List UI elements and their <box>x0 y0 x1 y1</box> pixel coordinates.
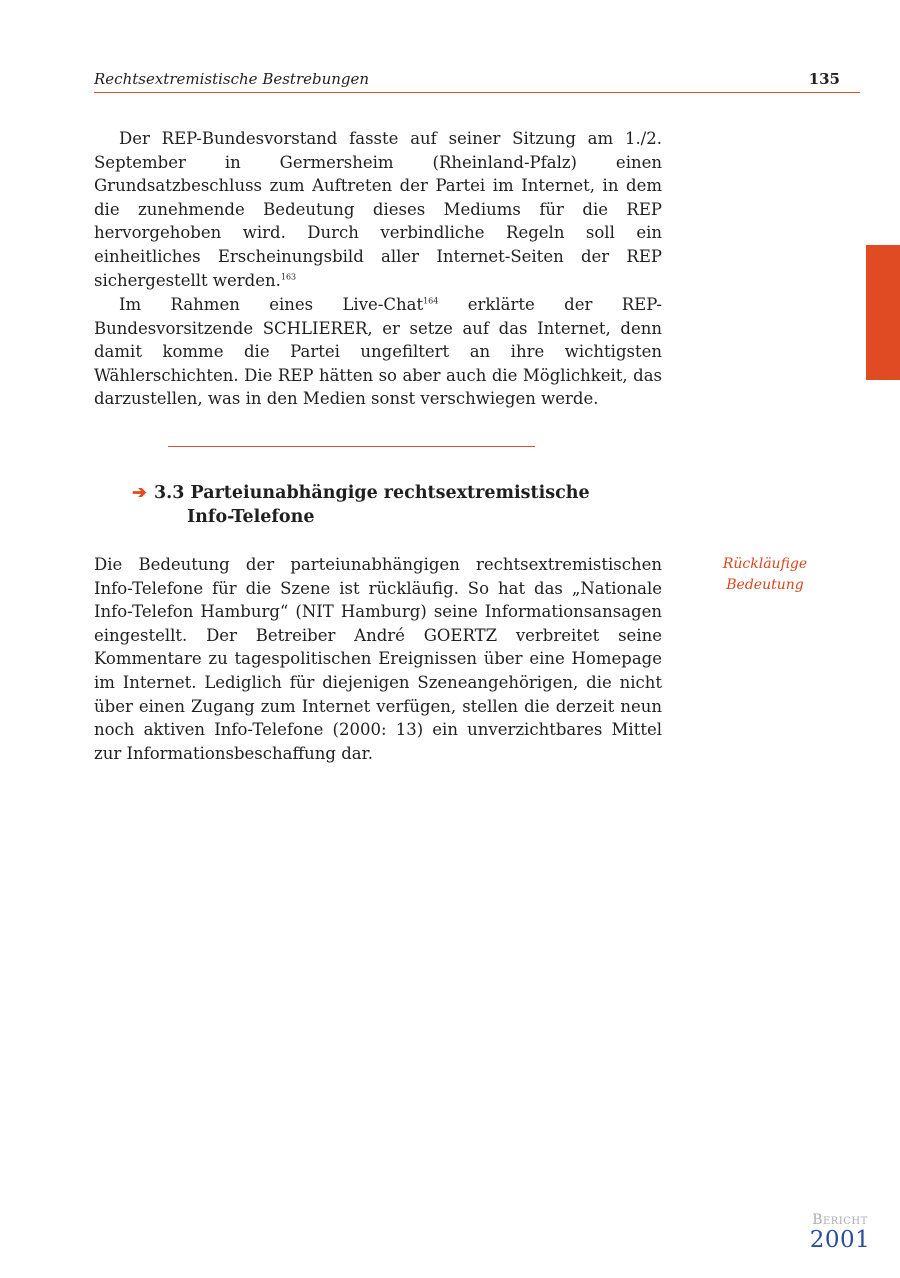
paragraph-live-chat <box>94 293 662 411</box>
footnote-ref-163[interactable]: 163 <box>280 272 297 282</box>
report-logo <box>800 1213 880 1253</box>
margin-note-line-2: Bedeutung <box>726 577 804 593</box>
heading-line-1 <box>132 482 652 506</box>
heading-line-2: Info-Telefone <box>187 506 315 527</box>
margin-note-line-1: Rückläufige <box>722 556 808 572</box>
paragraph-text: Der REP-Bundesvorstand fasste auf seiner Sitzung am 1./2. September in Germersheim (Rheinland-Pfalz) einen Grundsatzbeschluss zum Auftreten der Partei im Internet, in dem die zunehmende Bedeutung dieses Mediums für die REP hervorgehoben wird. Durch verbindliche Regeln soll ein einheitliches Erscheinungsbild aller Internet-Seiten der REP sichergestellt werden. <box>94 129 662 290</box>
paragraph-rep-board <box>94 127 662 292</box>
section-divider <box>168 446 535 447</box>
page-number: 135 <box>808 70 840 88</box>
paragraph-text-before: Im Rahmen eines Live-Chat <box>119 295 424 314</box>
paragraph-text-after: erklärte der REP-Bundesvorsitzende SCHLIERER, er setze auf das Internet, denn damit komme die Partei ungefiltert an ihre wichtigsten Wählerschichten. Die REP hätten so aber auch die Möglichkeit, das darzustellen, was in den Medien sonst verschwiegen werde. <box>94 295 662 409</box>
section-heading <box>132 482 652 529</box>
heading-text-1: 3.3 Parteiunabhängige rechtsextremistische <box>154 483 590 503</box>
logo-year: 2001 <box>809 1227 871 1253</box>
arrow-right-icon: ➔ <box>132 483 147 503</box>
margin-note <box>700 554 830 596</box>
running-title: Rechtsextremistische Bestrebungen <box>94 70 370 88</box>
paragraph-info-telefone: Die Bedeutung der parteiunabhängigen rechtsextremistischen Info-Telefone für die Szene ist rückläufig. So hat das „Nationale Info-Telefon Hamburg“ (NIT Hamburg) seine Informationsansagen eingestellt. Der Betreiber André GOERTZ verbreitet seine Kommentare zu tagespolitischen Ereignissen über eine Homepage im Internet. Lediglich für diejenigen Szeneangehörigen, die nicht über einen Zugang zum Internet verfügen, stellen die derzeit neun noch aktiven Info-Telefone (2000: 13) ein unverzichtbares Mittel zur Informationsbeschaffung dar. <box>94 555 662 763</box>
logo-word: Bericht <box>812 1212 868 1228</box>
chapter-side-tab <box>866 245 900 380</box>
running-header <box>94 70 860 93</box>
footnote-ref-164[interactable]: 164 <box>423 296 439 306</box>
